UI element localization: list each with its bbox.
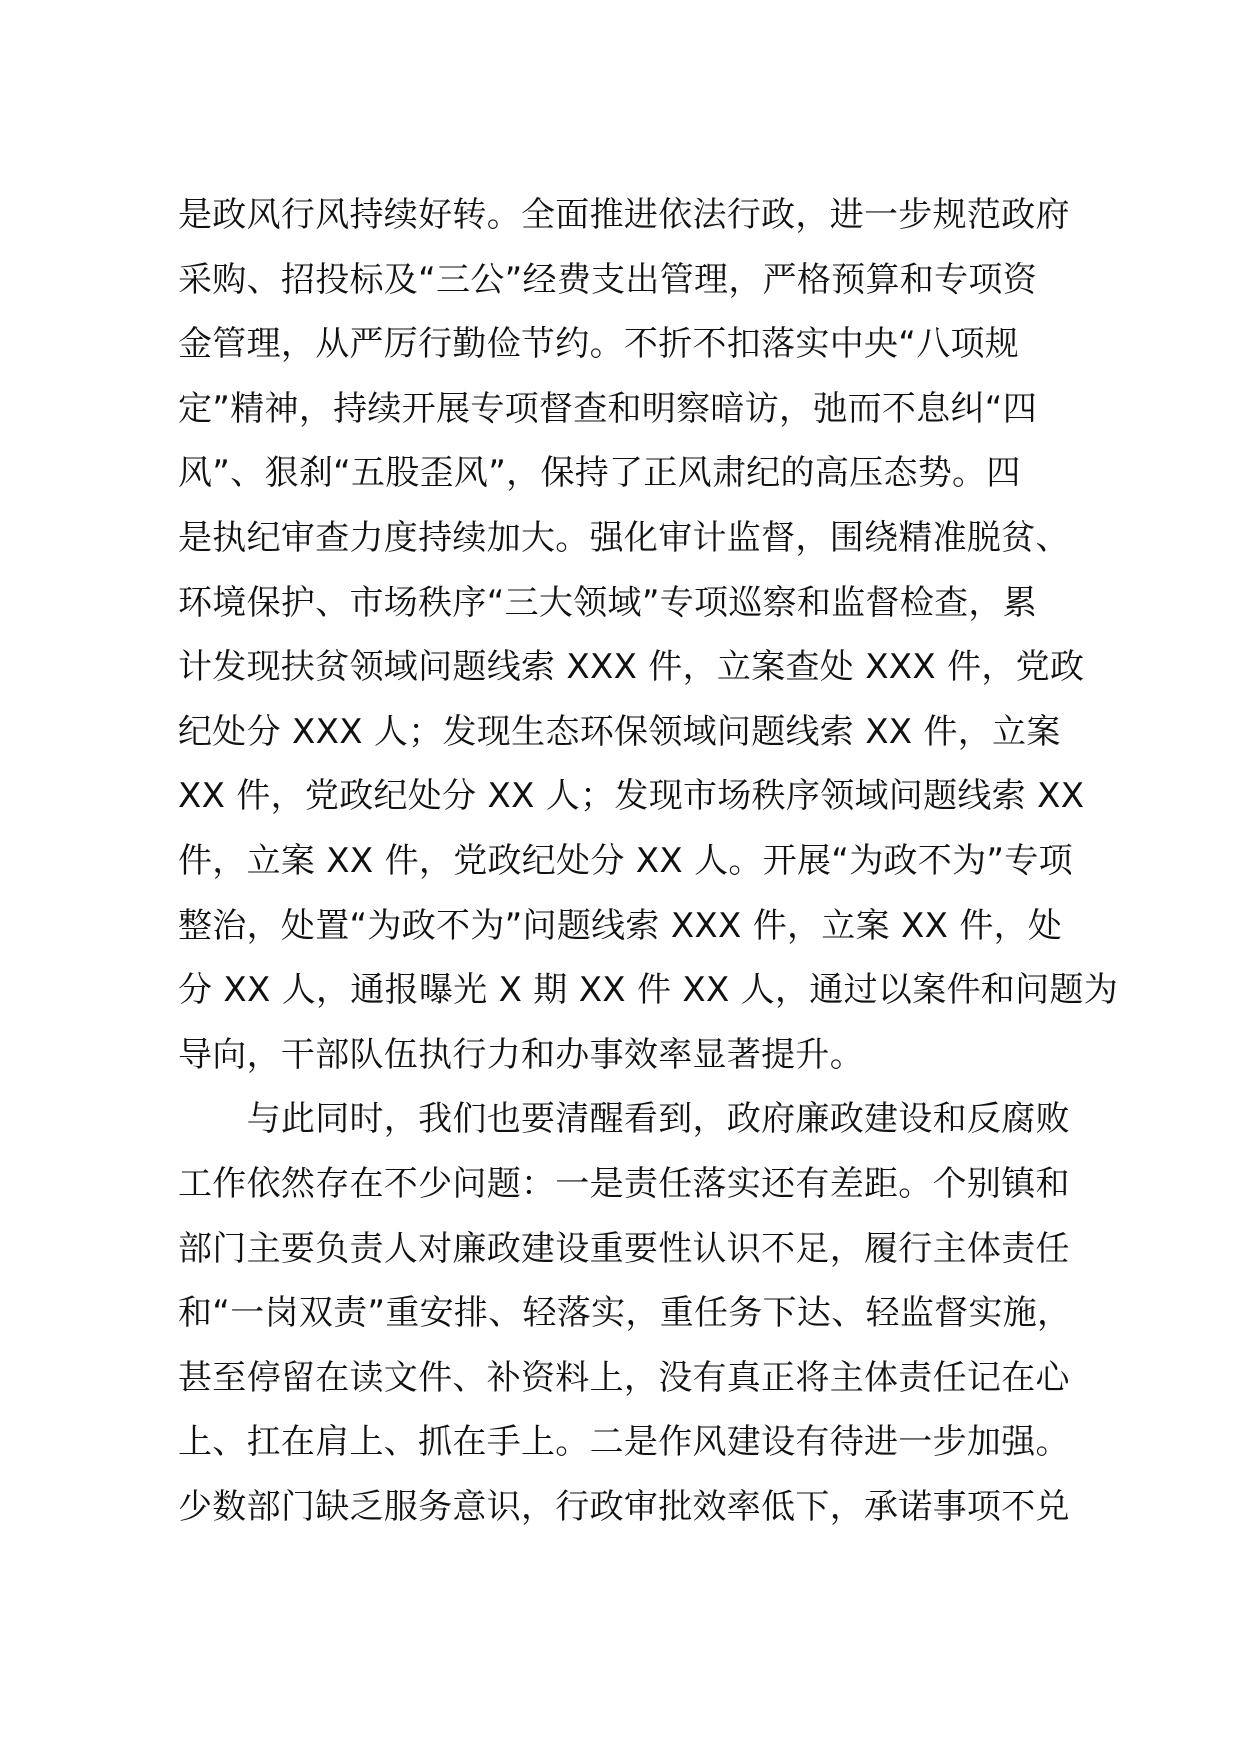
text-line: 甚至停留在读文件、补资料上，没有真正将主体责任记在心 [178,1357,1070,1398]
text-line: 计发现扶贫领域问题线索 XXX 件，立案查处 XXX 件，党政 [178,647,1085,688]
text-line: 采购、招投标及“三公”经费支出管理，严格预算和专项资 [178,259,1038,300]
text-line: 是政风行风持续好转。全面推进依法行政，进一步规范政府 [178,195,1070,235]
text-line: 环境保护、市场秩序“三大领域”专项巡察和监督检查，累 [178,582,1038,623]
text-line: 与此同时，我们也要清醒看到，政府廉政建设和反腐败 [178,1099,1070,1140]
text-line: 部门主要负责人对廉政建设重要性认识不足，履行主体责任 [178,1228,1070,1269]
text-line: 件，立案 XX 件，党政纪处分 XX 人。开展“为政不为”专项 [178,840,1073,881]
text-line: 风”、狠刹“五股歪风”，保持了正风肃纪的高压态势。四 [178,453,1021,494]
text-line: 纪处分 XXX 人；发现生态环保领域问题线索 XX 件，立案 [178,711,1061,752]
text-line: 金管理，从严厉行勤俭节约。不折不扣落实中央“八项规 [178,324,1020,365]
text-line: 少数部门缺乏服务意识，行政审批效率低下，承诺事项不兑 [178,1486,1070,1527]
text-line: 分 XX 人，通报曝光 X 期 XX 件 XX 人，通过以案件和问题为 [178,970,1119,1011]
text-line: 上、扛在肩上、抓在手上。二是作风建设有待进一步加强。 [178,1422,1070,1463]
text-line: 整治，处置“为政不为”问题线索 XXX 件，立案 XX 件，处 [178,905,1063,946]
body-text [178,183,1119,1539]
text-line: 导向，干部队伍执行力和办事效率显著提升。 [178,1034,864,1075]
text-line: 和“一岗双责”重安排、轻落实，重任务下达、轻监督实施， [178,1293,1072,1334]
text-line: 工作依然存在不少问题：一是责任落实还有差距。个别镇和 [178,1163,1070,1204]
text-line: 定”精神，持续开展专项督查和明察暗访，弛而不息纠“四 [178,388,1038,429]
text-line: 是执纪审查力度持续加大。强化审计监督，围绕精准脱贫、 [178,517,1070,558]
text-line: XX 件，党政纪处分 XX 人；发现市场秩序领域问题线索 XX [178,776,1085,817]
